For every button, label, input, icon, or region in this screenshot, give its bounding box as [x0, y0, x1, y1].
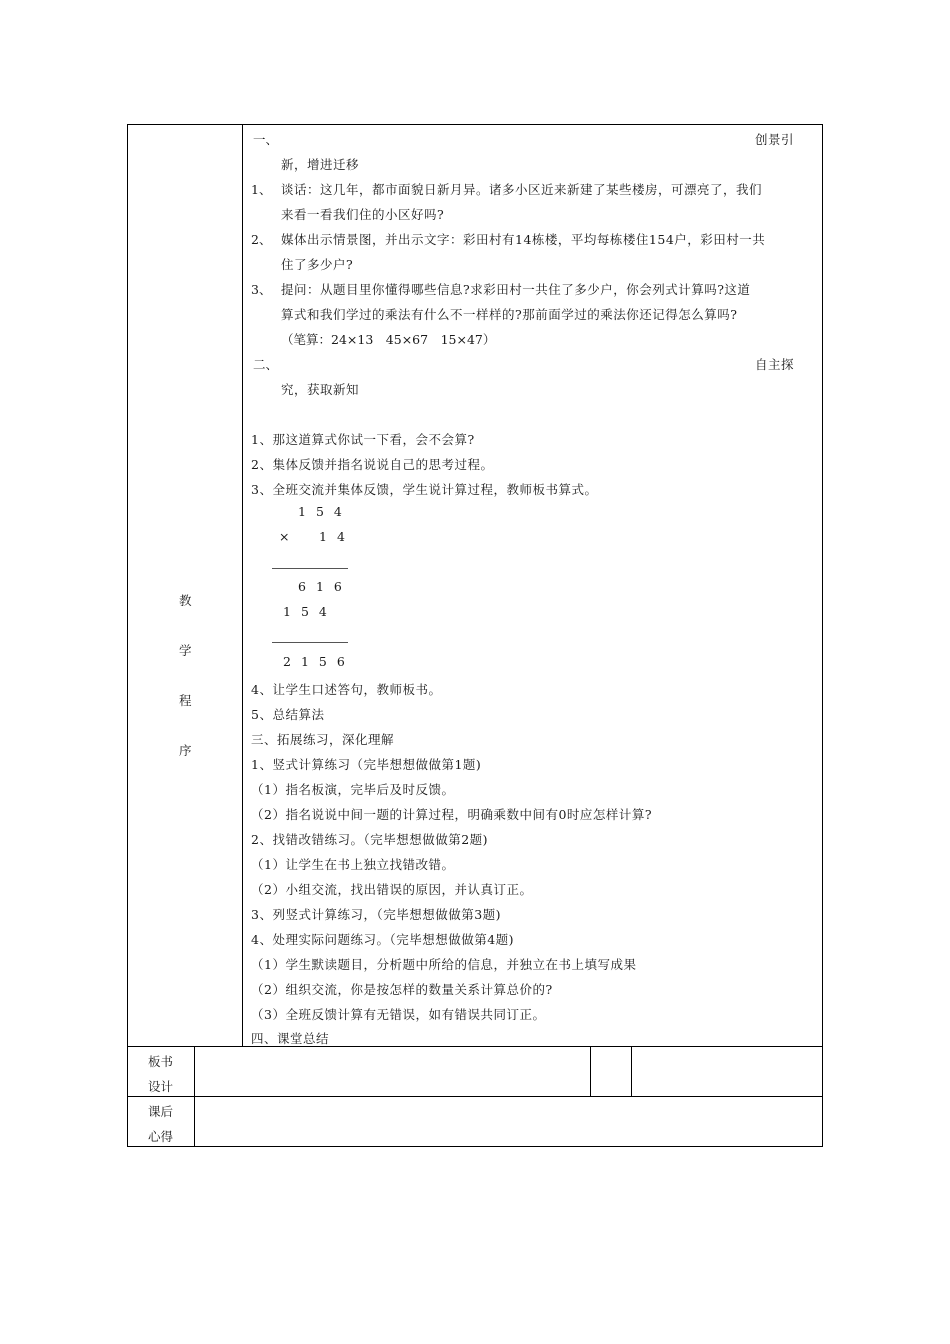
label-column-divider [194, 1046, 195, 1146]
section3-line-2: （1）指名板演，完毕后及时反馈。 [251, 782, 455, 797]
calc-multiplicand: 154 [298, 504, 352, 519]
calc-multiplier: 14 [319, 529, 355, 544]
section3-line-4: 2、找错改错练习。（完毕想想做做第2题) [251, 832, 489, 847]
board-label-line1: 板书 [148, 1054, 174, 1069]
section1-item2-line1: 媒体出示情景图，并出示文字：彩田村有14栋楼，平均每栋楼住154户，彩田村一共 [281, 232, 766, 247]
side-label-char-3: 程 [179, 693, 192, 708]
section4-title: 四、课堂总结 [251, 1031, 330, 1046]
section1-number: 一、 [253, 132, 279, 147]
section1-title-part-b: 新，增进迁移 [281, 157, 360, 172]
reflect-label-line2: 心得 [148, 1129, 174, 1144]
section3-line-6: （2）小组交流，找出错误的原因，并认真订正。 [251, 882, 533, 897]
side-label-char-4: 序 [179, 743, 192, 758]
section2-number: 二、 [253, 357, 279, 372]
calc-rule-1 [272, 568, 348, 569]
table-left-border [127, 124, 128, 1147]
side-label-char-1: 教 [179, 593, 192, 608]
section1-item3-line1: 提问：从题目里你懂得哪些信息?求彩田村一共住了多少户，你会列式计算吗?这道 [281, 282, 751, 297]
board-cell-divider-2 [631, 1046, 632, 1096]
section1-title-part-a: 创景引 [755, 132, 795, 147]
section1-item1-line1: 谈话：这几年，都市面貌日新月异。诸多小区近来新建了某些楼房，可漂亮了，我们 [281, 182, 763, 197]
section3-line-1: 1、竖式计算练习（完毕想想做做第1题) [251, 757, 482, 772]
section3-line-5: （1）让学生在书上独立找错改错。 [251, 857, 455, 872]
row-divider-board [127, 1046, 823, 1047]
section2-item-2: 2、集体反馈并指名说说自己的思考过程。 [251, 457, 494, 472]
section3-line-8: 4、处理实际问题练习。（完毕想想做做第4题) [251, 932, 515, 947]
table-bottom-border [127, 1146, 823, 1147]
calc-result: 2156 [283, 654, 355, 669]
section2-item-1: 1、那这道算式你试一下看，会不会算? [251, 432, 475, 447]
section3-line-3: （2）指名说说中间一题的计算过程，明确乘数中间有0时应怎样计算? [251, 807, 653, 822]
reflect-label-line1: 课后 [148, 1104, 174, 1119]
section2-title-part-a: 自主探 [755, 357, 795, 372]
section2-item-4: 4、让学生口述答句，教师板书。 [251, 682, 442, 697]
side-label-char-2: 学 [179, 643, 192, 658]
section3-line-11: （3）全班反馈计算有无错误，如有错误共同订正。 [251, 1007, 546, 1022]
section1-item3-number: 3、 [251, 282, 272, 297]
section3-line-7: 3、列竖式计算练习，（完毕想想做做第3题) [251, 907, 502, 922]
section1-note: （笔算：24×13 45×67 15×47） [281, 332, 496, 347]
board-label-line2: 设计 [148, 1079, 174, 1094]
section3-title: 三、拓展练习，深化理解 [251, 732, 395, 747]
section1-item1-line2: 来看一看我们住的小区好吗? [281, 207, 445, 222]
column-divider [242, 124, 243, 1046]
section2-item-5: 5、总结算法 [251, 707, 325, 722]
calc-rule-2 [272, 642, 348, 643]
section2-item-3: 3、全班交流并集体反馈，学生说计算过程，教师板书算式。 [251, 482, 598, 497]
calc-partial-product-1: 616 [298, 579, 352, 594]
table-right-border [822, 124, 823, 1147]
section1-item3-line2: 算式和我们学过的乘法有什么不一样样的?那前面学过的乘法你还记得怎么算吗? [281, 307, 738, 322]
row-divider-reflect [127, 1096, 823, 1097]
section1-item2-line2: 住了多少户? [281, 257, 354, 272]
calc-partial-product-2: 154 [283, 604, 337, 619]
section3-line-10: （2）组织交流，你是按怎样的数量关系计算总价的? [251, 982, 553, 997]
section1-item2-number: 2、 [251, 232, 272, 247]
section1-item1-number: 1、 [251, 182, 272, 197]
board-cell-divider-1 [590, 1046, 591, 1096]
section2-title-part-b: 究，获取新知 [281, 382, 360, 397]
section3-line-9: （1）学生默读题目，分析题中所给的信息，并独立在书上填写成果 [251, 957, 637, 972]
calc-times-sign: × [279, 529, 290, 544]
table-top-border [127, 124, 823, 125]
